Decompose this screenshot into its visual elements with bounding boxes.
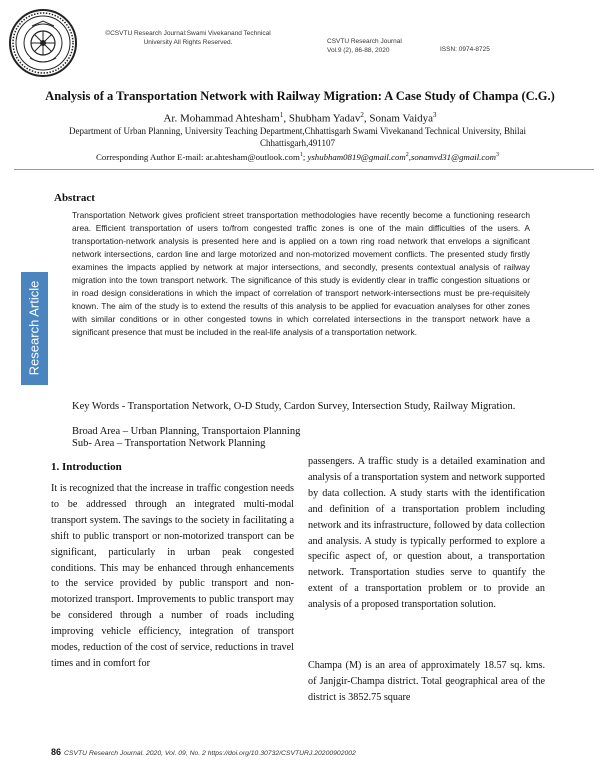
abstract-heading: Abstract: [54, 192, 95, 204]
author-name: Sonam Vaidya: [369, 112, 434, 125]
research-article-tab: [21, 272, 48, 385]
body-text-right-column-paragraph-2: Champa (M) is an area of approximately 18.57 sq. kms. of Janjgir-Champa district. Total geographical area of the district is 3852.75 square: [308, 660, 545, 703]
sub-area: Sub- Area – Transportation Network Planning: [72, 438, 266, 449]
header-divider: [14, 169, 594, 170]
affiliation: Department of Urban Planning, University Teaching Department,Chhattisgarh Swami Vivekanand Technical University, Bhilai Chhattisgarh,491107: [68, 126, 526, 148]
corresponding-author: Corresponding Author E-mail: ar.ahtesham@outlook.com$^1$; yshubham0819@gmail.com$^2$,sonamvd31@gmail.com$^3$: [96, 152, 499, 162]
citation-line: CSVTU Research Journal. 2020, Vol. 09, No. 2 https://doi.org/10.30732/CSVTURJ.20200902002: [64, 750, 356, 757]
section-heading-introduction: 1. Introduction: [51, 461, 122, 473]
body-text-left-column: It is recognized that the increase in traffic congestion needs to be addressed through an integrated multi-modal transport system. The savings to the society in facilitating a shift to public transport or non-motorized transport can be significant, particularly in urban peak congested conditions. This may be enhanced through enhancements to the service provided by public transport and non-motorized transport. Improvements to public transport may be considered through a number of roads including improving vehicle efficiency, integration of transport modes, reduction of the cost of service, reductions in travel times and in comfort for: [51, 483, 294, 669]
page-number: 86: [51, 747, 62, 757]
author-name: Ar. Mohammad Ahtesham: [163, 112, 280, 125]
journal-info: CSVTU Research Journal Vol.9 (2), 86-88, 2020: [327, 38, 402, 54]
article-type-label: Research Article: [26, 280, 42, 376]
page-footer: [51, 747, 356, 757]
paper-title: Analysis of a Transportation Network with Railway Migration: A Case Study of Champa (C.G.): [45, 89, 555, 103]
university-seal-logo: [8, 8, 78, 78]
body-text-right-column: passengers. A traffic study is a detailed examination and analysis of a transportation system and network supported by data collection. A study starts with the identification and definition of a transportation problem including network and its infrastructure, followed by data collection and analysis. A study is typically performed to explore a specific aspect of, or question about, a transportation network. Transportation studies serve to quantify the extent of a transportation problem or to provide an analysis of a proposed transportation solution.: [308, 456, 545, 611]
abstract-text: Transportation Network gives proficient street transportation methodologies have recently become a functioning research area. Efficient transportation of users to/from congested traffic zones is one of the main difficulties of the users. A transportation-network analysis is presented here and is applied on a town ring road network that envelops a significant network intersections, cardon line and large motorized and non-motorized movement conflicts. The presented study firstly examines the impacts applied by network at major intersections, and secondly, presents contextual analysis of railway migration into the town transport network. The significance of this study is evidently clear in traffic congestion situations or in road design considerations in which the impact of correlation of transport network-intersections must be pre-requisitely known. The aim of the study is to extend the results of this analysis to be applied for evacuation analyses for other zones with similar conditions or in other congested towns in which correlated intersections in the transport network have a significant presence that must be included in the real-life analysis of a transportation network.: [72, 210, 530, 337]
author-name: Shubham Yadav: [288, 112, 361, 125]
issn-label: ISSN: 0974-8725: [440, 46, 490, 53]
copyright-notice: ©CSVTU Research Journal:Swami Vivekanand Technical University All Rights Reserved.: [105, 30, 271, 46]
author-email[interactable]: sonamvd31@gmail.com: [410, 152, 496, 162]
broad-area: Broad Area – Urban Planning, Transportaion Planning: [72, 426, 301, 437]
author-list: Ar. Mohammad Ahtesham$^1$, Shubham Yadav$^2$, Sonam Vaidya$^3$: [163, 111, 437, 125]
keywords: Key Words - Transportation Network, O-D Study, Cardon Survey, Intersection Study, Railway Migration.: [72, 401, 516, 412]
author-email[interactable]: yshubham0819@gmail.com: [307, 152, 406, 162]
